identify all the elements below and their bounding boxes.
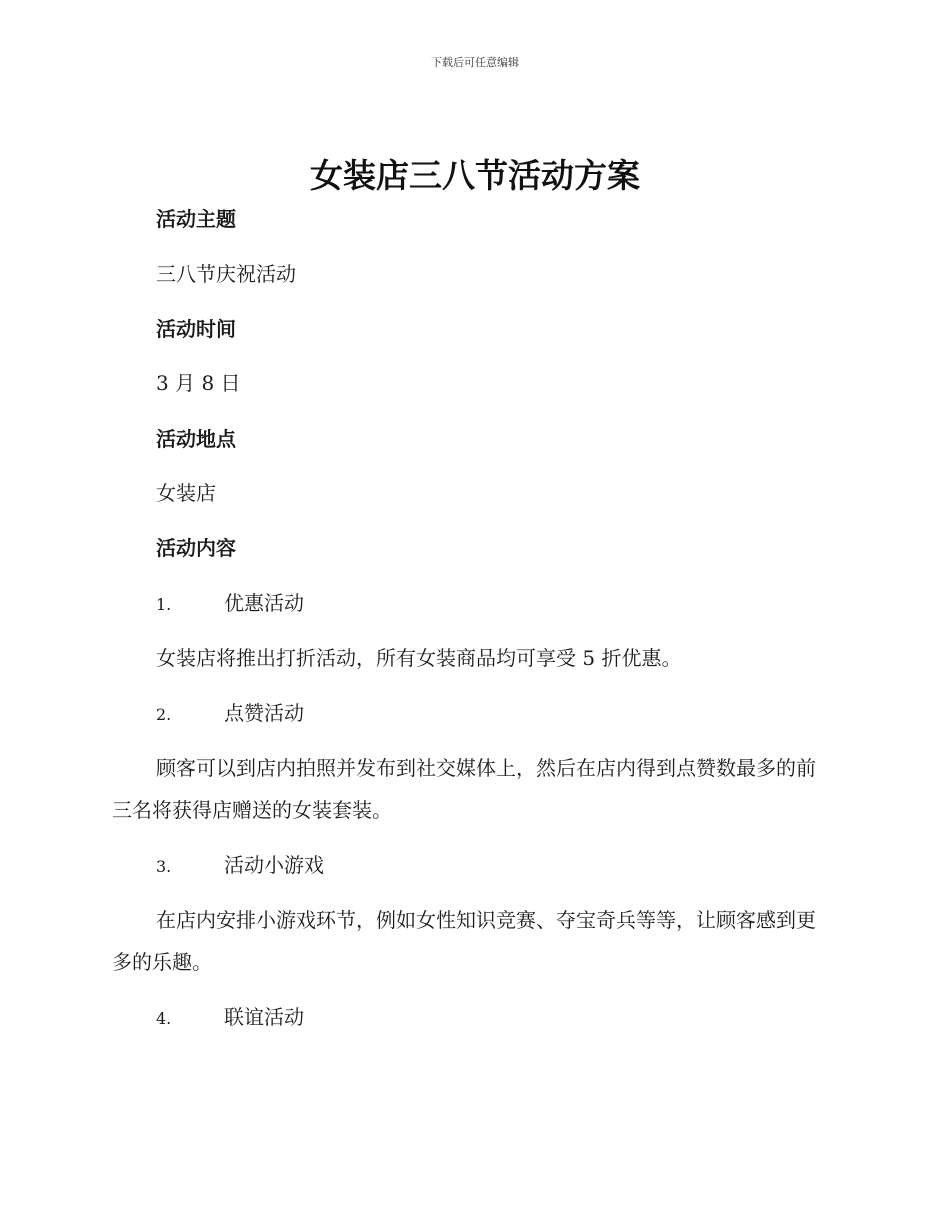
section-text-time: 3 月 8 日 [156,371,241,395]
list-item-label: 点赞活动 [224,701,304,725]
section-heading-content: 活动内容 [156,536,236,560]
list-item-description: 女装店将推出打折活动，所有女装商品均可享受 5 折优惠。 [156,646,682,670]
section-heading-time: 活动时间 [156,317,236,341]
list-item-number: 2. [156,705,172,724]
list-item-label: 联谊活动 [224,1005,304,1029]
list-item-description: 在店内安排小游戏环节，例如女性知识竞赛、夺宝奇兵等等，让顾客感到更多的乐趣。 [112,908,816,974]
list-item-label: 活动小游戏 [224,853,324,877]
list-item-label: 优惠活动 [224,591,304,615]
list-item-description: 顾客可以到店内拍照并发布到社交媒体上，然后在店内得到点赞数最多的前三名将获得店赠送的女装套装。 [112,756,816,822]
section-heading-place: 活动地点 [156,427,236,451]
list-item-number: 4. [156,1009,172,1028]
list-item [156,588,304,620]
section-heading-theme: 活动主题 [156,207,236,231]
section-text-theme: 三八节庆祝活动 [156,262,296,286]
header-note: 下载后可任意编辑 [431,56,519,69]
list-item-number: 3. [156,857,172,876]
list-item [156,698,304,730]
document-title: 女装店三八节活动方案 [310,156,640,195]
list-item-number: 1. [156,595,172,614]
section-text-place: 女装店 [156,481,216,505]
list-item [156,1002,304,1034]
list-item [156,850,324,882]
